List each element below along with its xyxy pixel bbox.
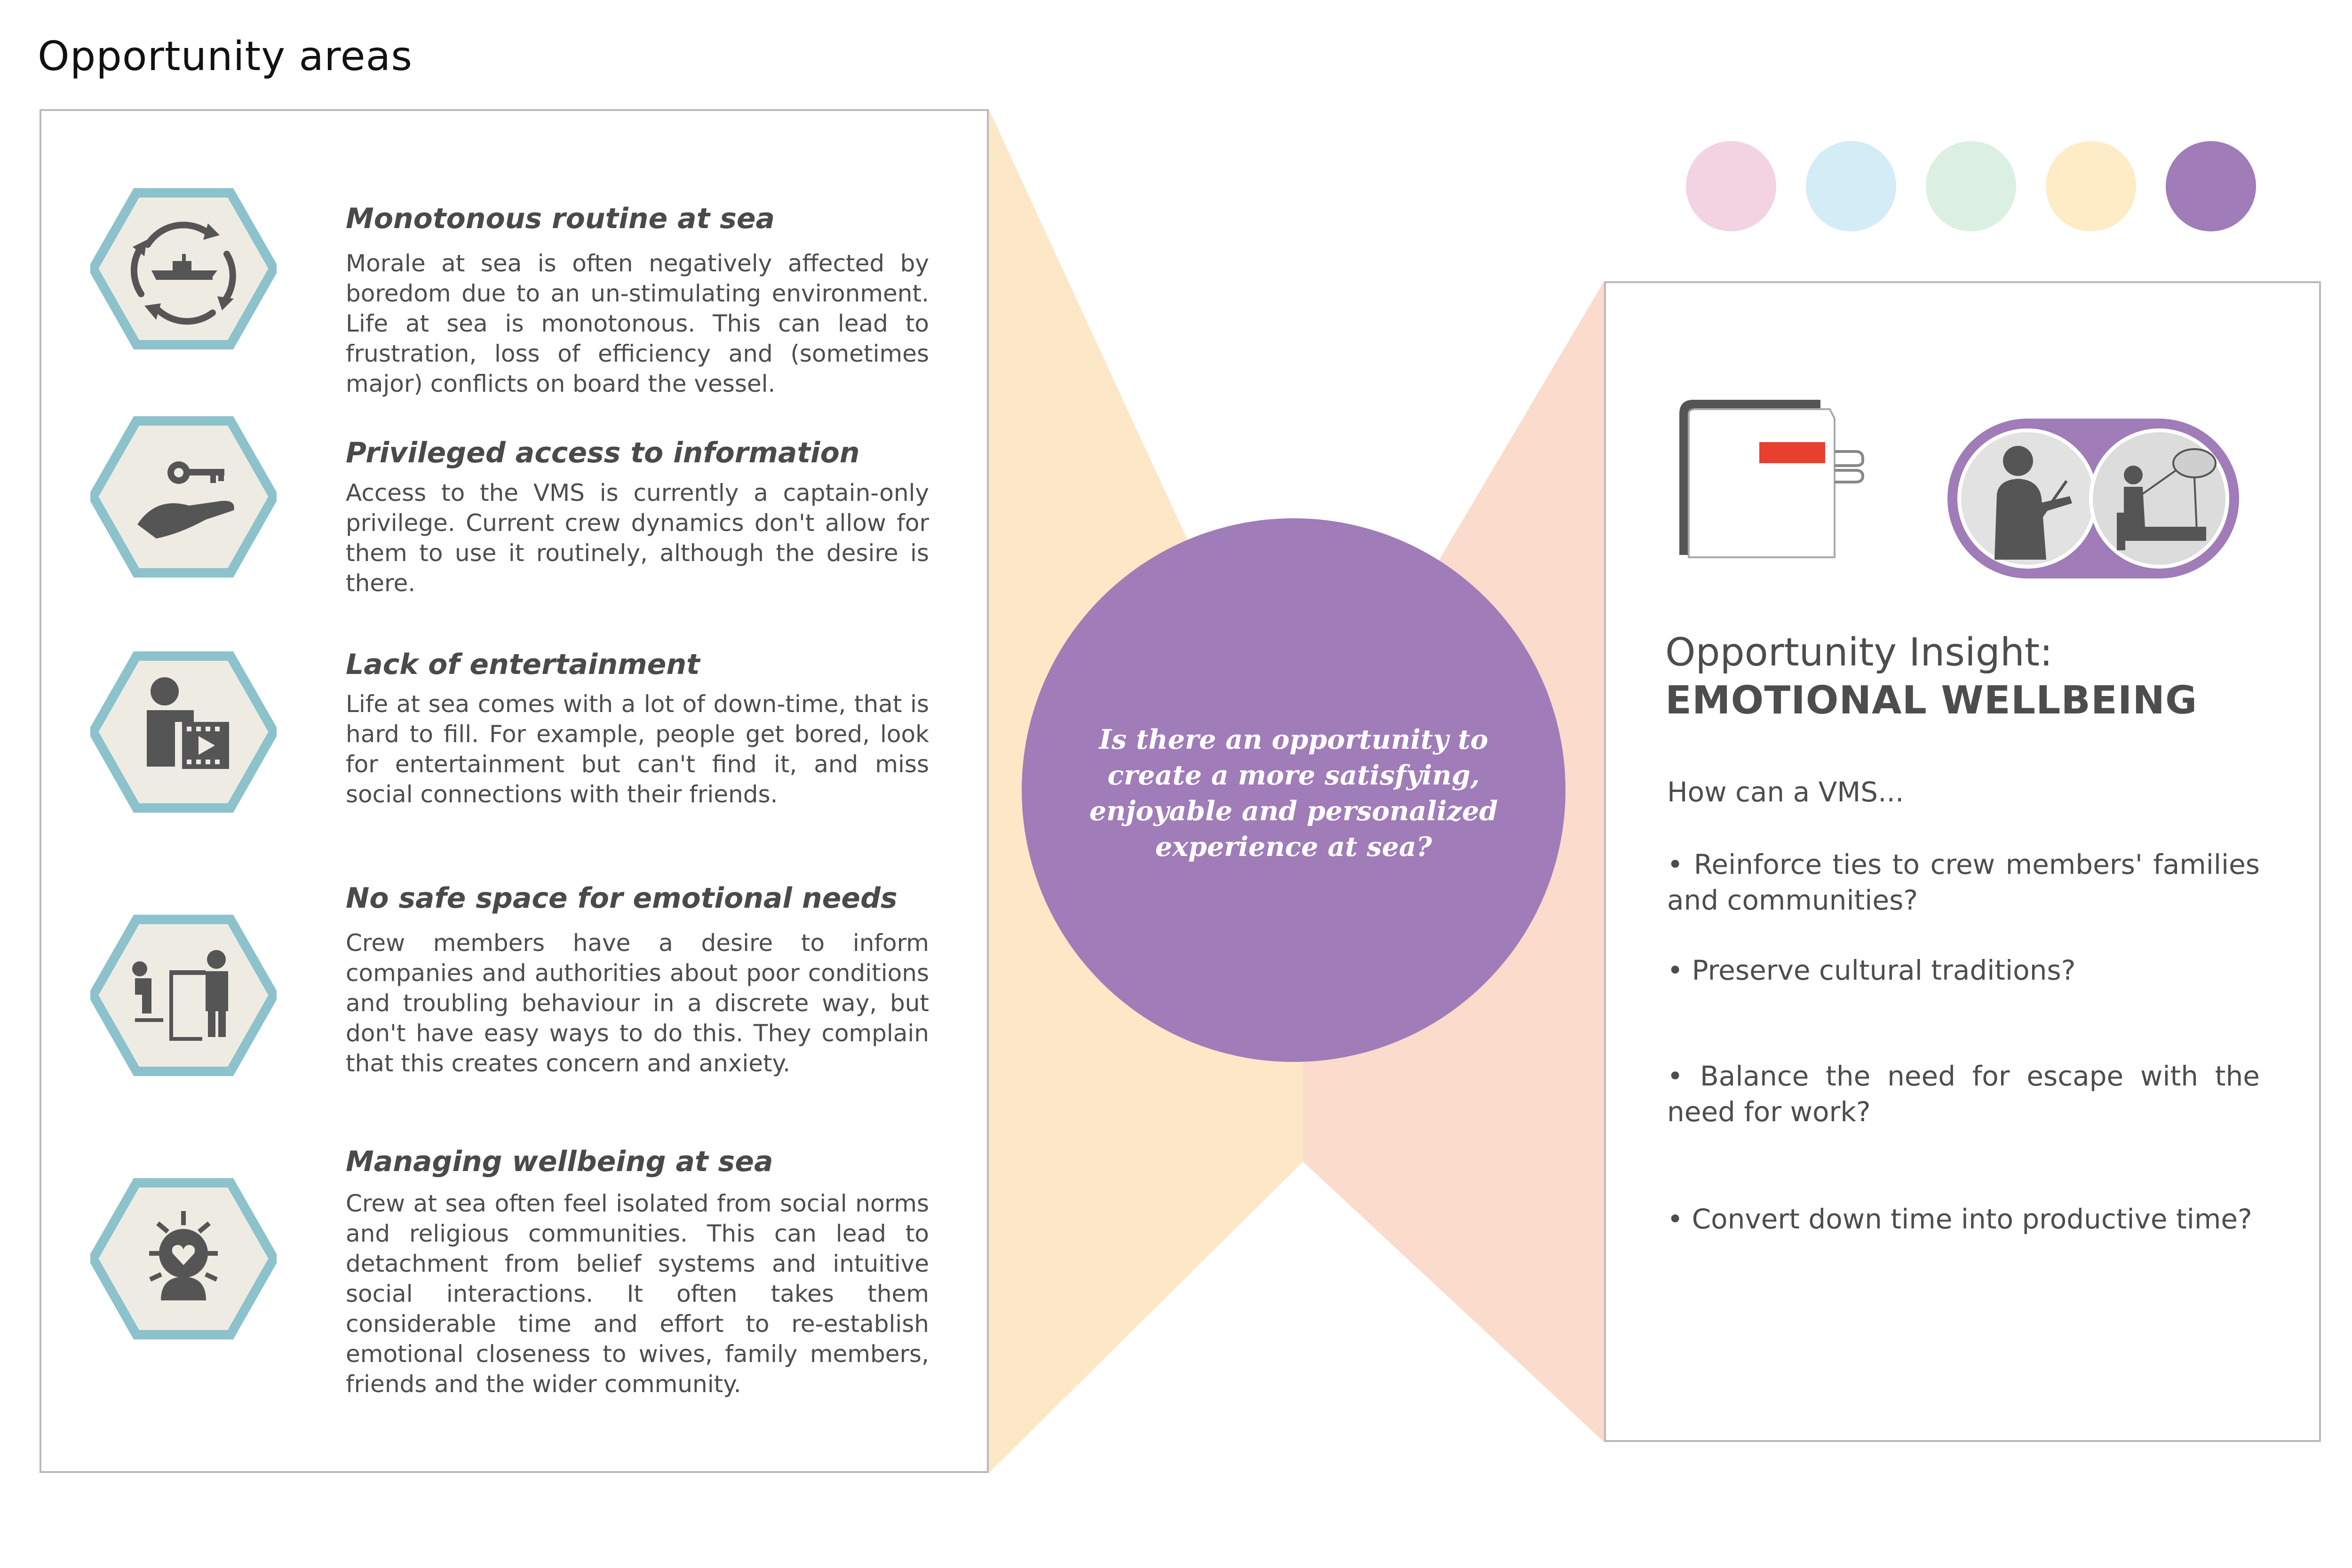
two-persons-report-icon	[90, 915, 277, 1076]
hand-key-icon	[90, 416, 277, 578]
insight-question: • Convert down time into productive time?	[1667, 1203, 2252, 1235]
central-question: Is there an opportunity to create a more satisfying, enjoyable and personalized experience at sea?	[1089, 724, 1498, 863]
item-title: Privileged access to information	[346, 436, 860, 469]
person-video-icon	[90, 651, 277, 813]
head-heart-icon	[90, 1178, 277, 1339]
swatch-purple	[2166, 141, 2256, 231]
insight-question: • Balance the need for escape with the need for work?	[1667, 1060, 2260, 1128]
insight-question: • Reinforce ties to crew members' families and communities?	[1667, 848, 2260, 916]
item-title: Lack of entertainment	[346, 648, 700, 681]
swatch-pink	[1686, 141, 1776, 231]
insight-lead: How can a VMS...	[1667, 776, 1904, 808]
ship-routine-cycle-icon	[90, 188, 277, 349]
item-body: Access to the VMS is currently a captain-only privilege. Current crew dynamics don't allow for them to use it routinely, although the desire is there.	[346, 479, 929, 597]
insight-label: Opportunity Insight:	[1665, 630, 2053, 675]
swatch-blue	[1806, 141, 1896, 231]
item-body: Crew members have a desire to inform companies and authorities about poor conditions and troubling behaviour in a discrete way, but don't have easy ways to do this. They complain that this creates concern and anxiety.	[346, 929, 929, 1077]
vms-device-icon	[1670, 395, 1867, 560]
item-title: Managing wellbeing at sea	[346, 1145, 773, 1178]
item-body: Life at sea comes with a lot of down-time, that is hard to fill. For example, people get bored, look for entertainment but can't find it, and miss social connections with their friends.	[346, 690, 929, 808]
item-title: No safe space for emotional needs	[346, 882, 898, 915]
item-title: Monotonous routine at sea	[346, 202, 775, 235]
fishermen-photos-icon	[1947, 419, 2239, 578]
insight-name: EMOTIONAL WELLBEING	[1665, 678, 2198, 723]
item-body: Morale at sea is often negatively affected by boredom due to an un-stimulating environment. Life at sea is monotonous. This can lead to frustration, loss of efficiency and (sometimes major) conflicts on board the vessel.	[346, 250, 929, 397]
swatch-yellow	[2046, 141, 2136, 231]
swatch-green	[1926, 141, 2016, 231]
insight-question: • Preserve cultural traditions?	[1667, 954, 2076, 986]
item-body: Crew at sea often feel isolated from social norms and religious communities. This can lead to detachment from belief systems and intuitive social interactions. It often takes them considerable time and effort to re-establish emotional closeness to wives, family members, friends and the wider community.	[346, 1190, 929, 1398]
page-title: Opportunity areas	[38, 33, 413, 80]
